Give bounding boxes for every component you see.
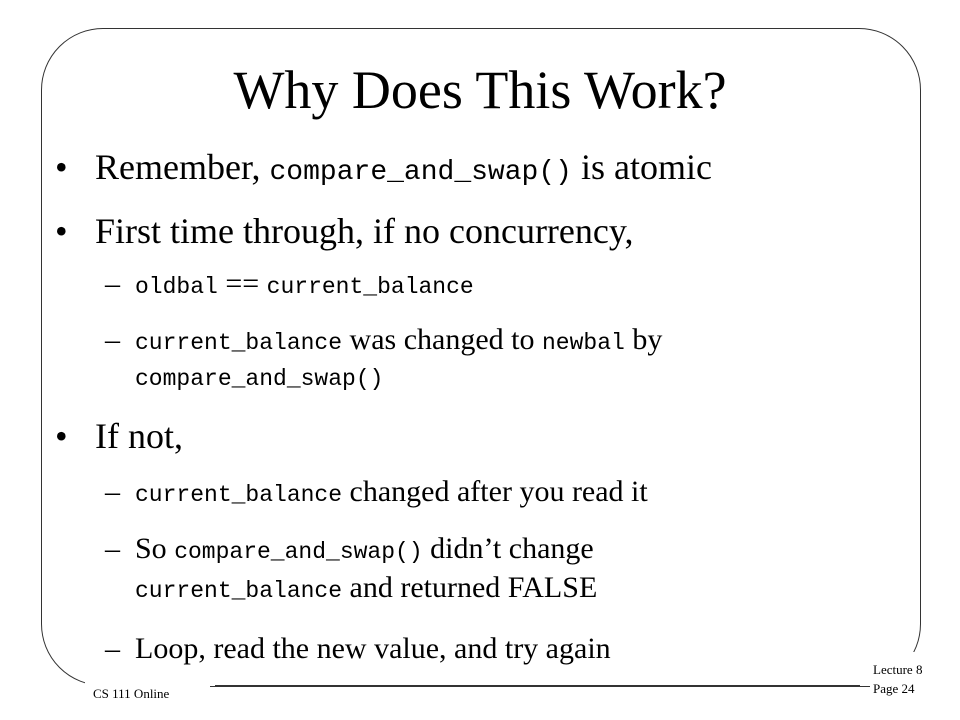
code-current-balance: current_balance xyxy=(135,578,343,604)
bullet-text: Remember, xyxy=(95,147,270,187)
slide-title: Why Does This Work? xyxy=(233,60,727,120)
footer-line xyxy=(210,686,870,687)
subbullet-changed-after xyxy=(105,474,648,513)
bullet-if-not xyxy=(55,415,183,457)
bullet-text: If not, xyxy=(95,416,183,456)
footer-lecture-page xyxy=(873,660,922,698)
subbullet-text: didn’t change xyxy=(422,532,594,565)
dash-glyph: – xyxy=(105,532,120,565)
bullet-glyph: • xyxy=(55,211,68,251)
subbullet-text: by xyxy=(624,323,663,356)
subbullet-text: Loop, read the new value, and try again xyxy=(135,632,611,665)
code-compare-and-swap: compare_and_swap() xyxy=(174,539,423,565)
bullet-first-time xyxy=(55,210,634,252)
footer-lecture: Lecture 8 xyxy=(873,662,923,677)
dash-glyph: – xyxy=(105,267,120,300)
subbullet-returned-false xyxy=(105,531,598,609)
dash-glyph: – xyxy=(105,323,120,356)
dash-glyph: – xyxy=(105,632,120,665)
subbullet-loop xyxy=(105,631,611,667)
footer-page: Page 24 xyxy=(873,681,915,696)
bullet-text: is atomic xyxy=(571,147,712,187)
code-compare-and-swap: compare_and_swap() xyxy=(269,157,572,188)
dash-glyph: – xyxy=(105,475,120,508)
bullet-atomic xyxy=(55,146,712,194)
subbullet-text: was changed to xyxy=(342,323,542,356)
subbullet-text: changed after you read it xyxy=(342,475,648,508)
code-current-balance: current_balance xyxy=(135,330,343,356)
subbullet-oldbal xyxy=(105,266,474,305)
code-newbal: newbal xyxy=(541,330,625,356)
footer-course: CS 111 Online xyxy=(93,686,170,701)
code-current-balance: current_balance xyxy=(135,482,343,508)
subbullet-continuation xyxy=(135,570,597,609)
subbullet-changed xyxy=(105,322,663,397)
bullet-text: First time through, if no concurrency, xyxy=(95,211,634,251)
code-oldbal: oldbal xyxy=(135,274,218,300)
subbullet-text: == xyxy=(217,267,267,300)
subbullet-text: and returned FALSE xyxy=(342,571,598,604)
bullet-glyph: • xyxy=(55,416,68,456)
code-current-balance: current_balance xyxy=(266,274,474,300)
code-compare-and-swap: compare_and_swap() xyxy=(135,366,384,392)
subbullet-text: So xyxy=(135,532,175,565)
bullet-glyph: • xyxy=(55,147,68,187)
